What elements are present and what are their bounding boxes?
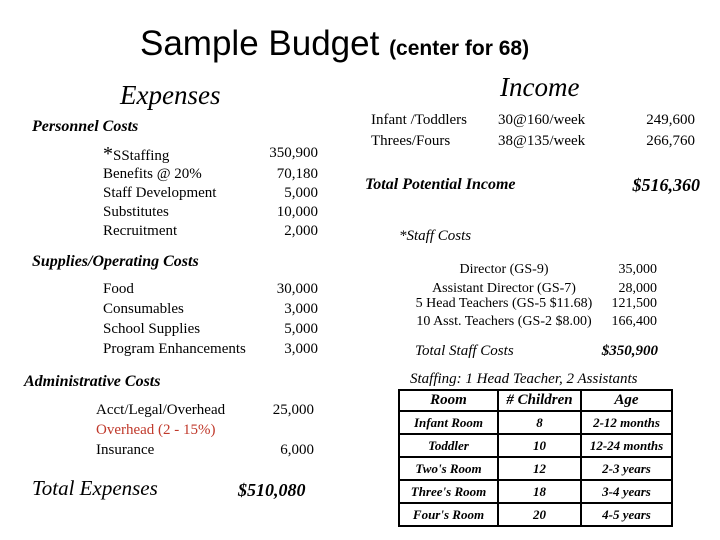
room-name: Two's Room bbox=[399, 457, 498, 480]
acct-legal-value: 25,000 bbox=[272, 402, 314, 418]
staffing-caption: Staffing: 1 Head Teacher, 2 Assistants bbox=[410, 371, 638, 387]
total-expenses-label: Total Expenses bbox=[32, 476, 158, 500]
total-expenses-value: $510,080 bbox=[238, 480, 306, 500]
substitutes-label: Substitutes bbox=[103, 204, 169, 220]
total-staff-costs-label: Total Staff Costs bbox=[415, 343, 514, 359]
acct-legal-label: Acct/Legal/Overhead bbox=[96, 402, 226, 418]
insurance-label: Insurance bbox=[96, 442, 155, 458]
staff-director-value: 35,000 bbox=[618, 262, 657, 277]
supplies-heading: Supplies/Operating Costs bbox=[32, 253, 199, 270]
table-row bbox=[399, 480, 672, 503]
income-label-threes-fours: Threes/Fours bbox=[371, 133, 451, 149]
food-value: 30,000 bbox=[276, 281, 318, 297]
room-age: 4-5 years bbox=[581, 503, 672, 526]
table-row bbox=[399, 411, 672, 434]
table-row bbox=[399, 434, 672, 457]
benefits-value: 70,180 bbox=[276, 166, 318, 182]
table-row bbox=[399, 457, 672, 480]
room-children: 18 bbox=[498, 480, 581, 503]
table-header-row bbox=[399, 390, 672, 411]
insurance-value: 6,000 bbox=[280, 442, 314, 458]
page-title: Sample Budget (center for 68) bbox=[140, 24, 530, 63]
school-supplies-label: School Supplies bbox=[103, 321, 201, 337]
income-value-infant-toddlers: 249,600 bbox=[646, 112, 695, 128]
income-value-threes-fours: 266,760 bbox=[646, 133, 695, 149]
header-children: # Children bbox=[498, 390, 581, 411]
staff-head-teachers-value: 121,500 bbox=[611, 296, 657, 311]
staff-asst-teachers-value: 166,400 bbox=[611, 314, 657, 329]
income-rate-threes-fours: 38@135/week bbox=[498, 133, 586, 149]
room-age: 2-3 years bbox=[581, 457, 672, 480]
total-staff-costs-value: $350,900 bbox=[601, 343, 658, 359]
staff-assistant-director-label: Assistant Director (GS-7) bbox=[432, 281, 576, 296]
header-age: Age bbox=[581, 390, 672, 411]
staff-head-teachers-label: 5 Head Teachers (GS-5 $11.68) bbox=[415, 296, 593, 311]
income-heading: Income bbox=[500, 72, 580, 102]
administrative-heading: Administrative Costs bbox=[24, 373, 161, 390]
income-rate-infant-toddlers: 30@160/week bbox=[498, 112, 586, 128]
benefits-label: Benefits @ 20% bbox=[103, 166, 202, 182]
header-room: Room bbox=[399, 390, 498, 411]
page-subtitle: (center for 68) bbox=[389, 37, 530, 60]
room-age: 3-4 years bbox=[581, 480, 672, 503]
room-name: Four's Room bbox=[399, 503, 498, 526]
staff-director-label: Director (GS-9) bbox=[459, 262, 549, 277]
room-name: Infant Room bbox=[399, 411, 498, 434]
recruitment-value: 2,000 bbox=[284, 223, 318, 239]
staff-costs-heading: *Staff Costs bbox=[399, 228, 472, 244]
consumables-label: Consumables bbox=[103, 301, 184, 317]
staff-asst-teachers-label: 10 Asst. Teachers (GS-2 $8.00) bbox=[416, 314, 592, 329]
program-enhancements-label: Program Enhancements bbox=[103, 341, 246, 357]
recruitment-label: Recruitment bbox=[103, 223, 178, 239]
income-label-infant-toddlers: Infant /Toddlers bbox=[371, 112, 468, 128]
total-income-label: Total Potential Income bbox=[365, 176, 516, 193]
staffing-label: *SStaffing bbox=[103, 143, 170, 165]
room-children: 10 bbox=[498, 434, 581, 457]
consumables-value: 3,000 bbox=[284, 301, 318, 317]
total-income-value: $516,360 bbox=[632, 175, 700, 195]
room-name: Toddler bbox=[399, 434, 498, 457]
room-age: 12-24 months bbox=[581, 434, 672, 457]
room-age: 2-12 months bbox=[581, 411, 672, 434]
table-row bbox=[399, 503, 672, 526]
staff-development-value: 5,000 bbox=[284, 185, 318, 201]
school-supplies-value: 5,000 bbox=[284, 321, 318, 337]
personnel-costs-heading: Personnel Costs bbox=[32, 118, 139, 135]
staffing-table bbox=[398, 389, 673, 527]
substitutes-value: 10,000 bbox=[276, 204, 318, 220]
food-label: Food bbox=[103, 281, 134, 297]
room-children: 20 bbox=[498, 503, 581, 526]
staff-development-label: Staff Development bbox=[103, 185, 217, 201]
staff-assistant-director-value: 28,000 bbox=[618, 281, 657, 296]
expenses-heading: Expenses bbox=[120, 80, 221, 110]
program-enhancements-value: 3,000 bbox=[284, 341, 318, 357]
room-name: Three's Room bbox=[399, 480, 498, 503]
staffing-value: 350,900 bbox=[269, 145, 318, 161]
overhead-range-label: Overhead (2 - 15%) bbox=[96, 422, 216, 438]
room-children: 8 bbox=[498, 411, 581, 434]
room-children: 12 bbox=[498, 457, 581, 480]
